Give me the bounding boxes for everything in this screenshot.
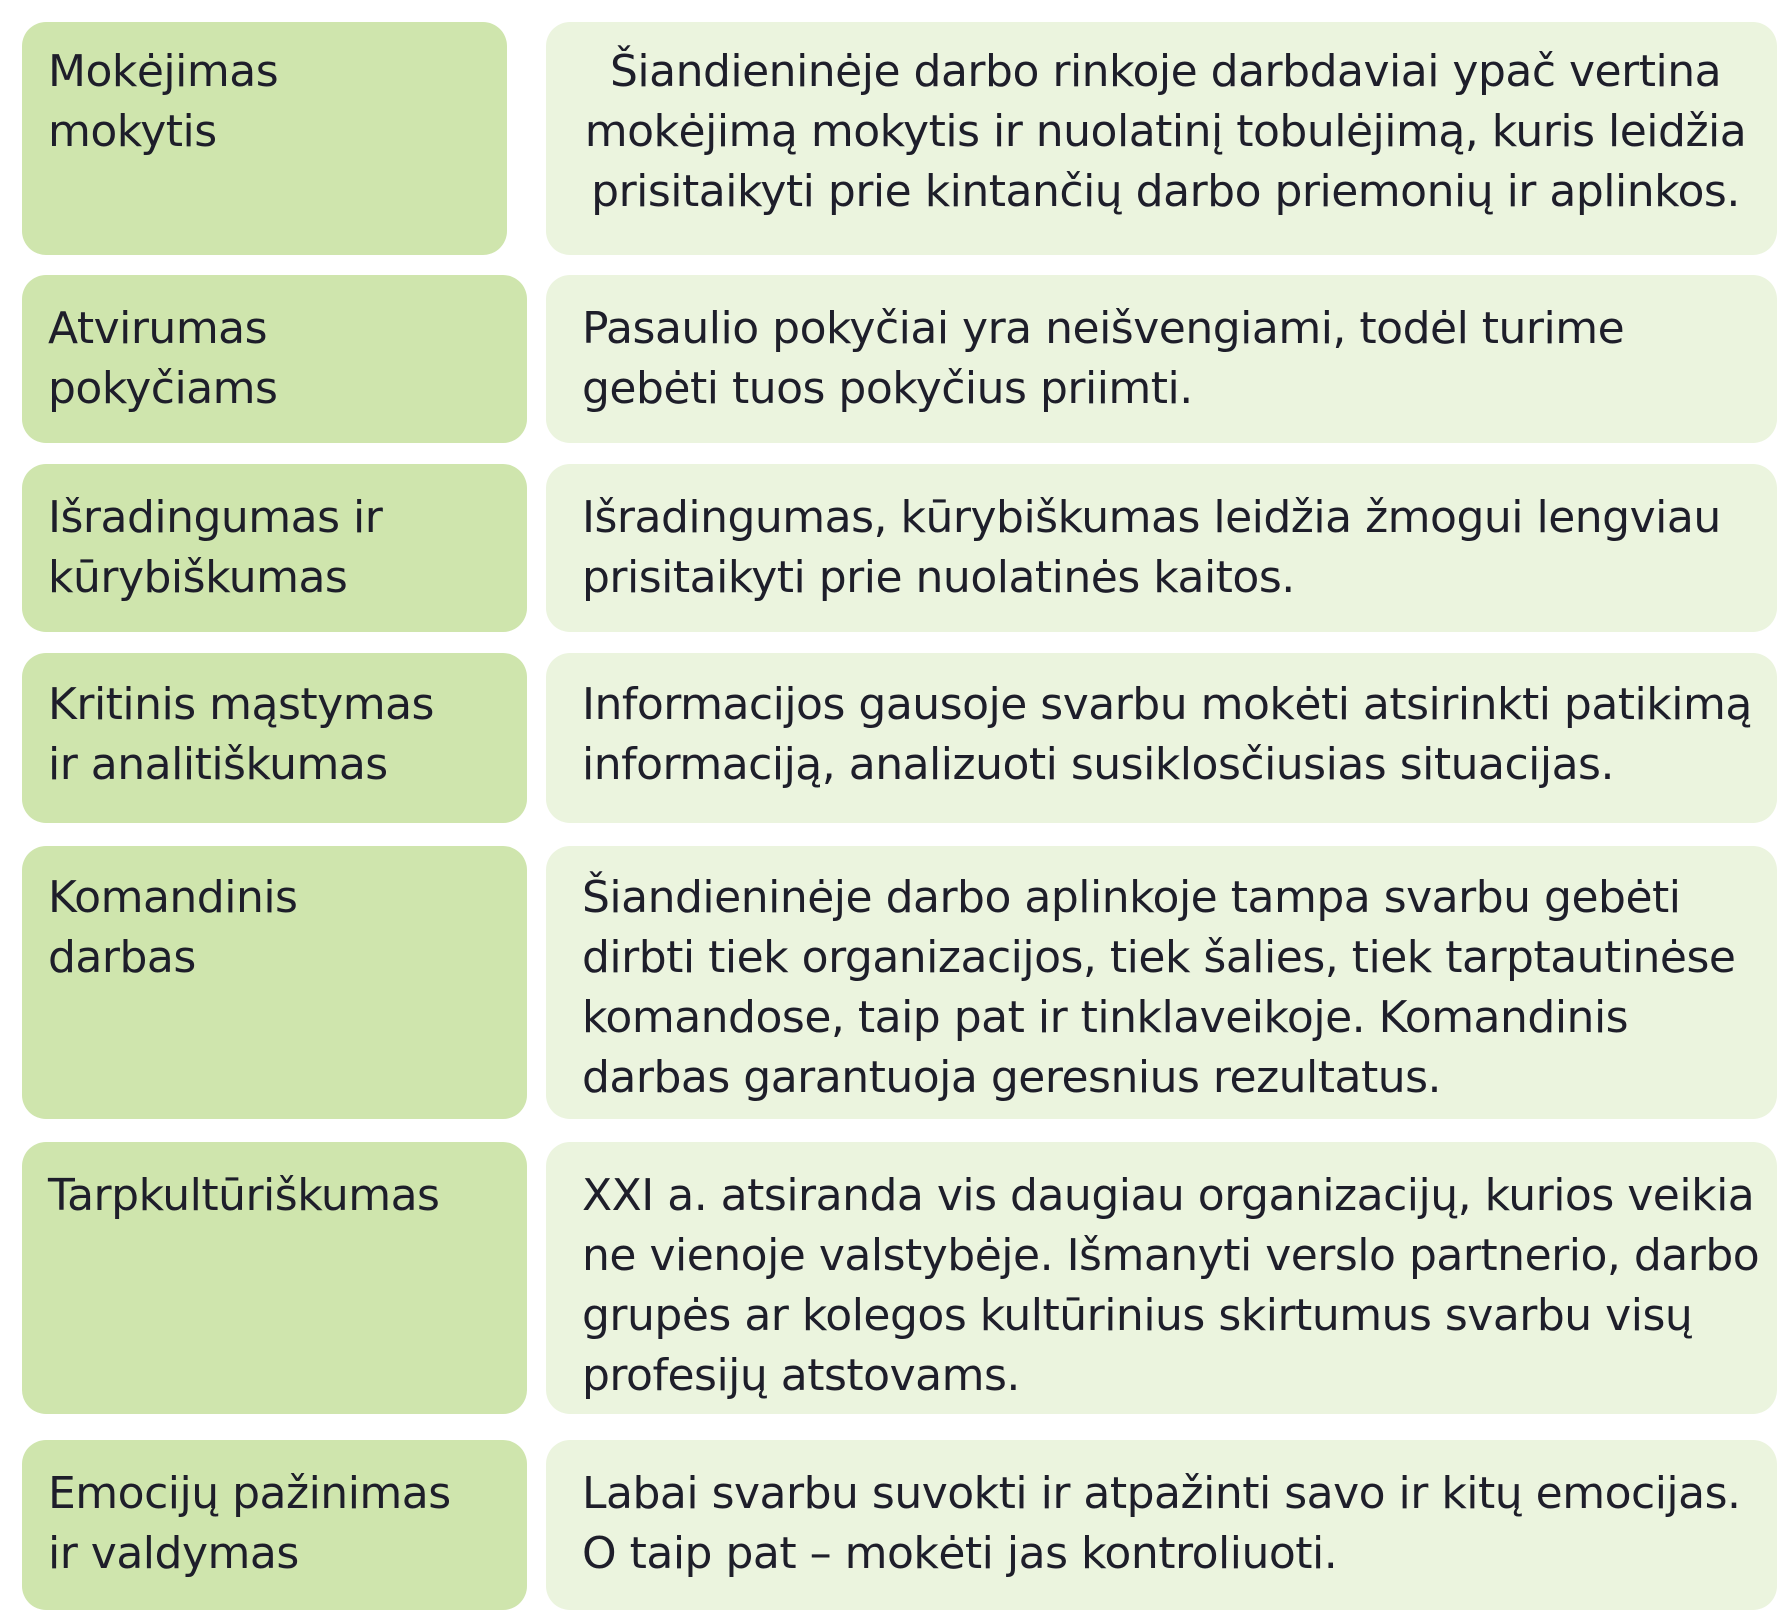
skill-row (22, 1142, 1777, 1414)
skill-label: Komandinis darbas (22, 846, 527, 1119)
skill-description: XXI a. atsiranda vis daugiau organizacijų, kurios veikia ne vienoje valstybėje. Išmanyti verslo partnerio, darbo grupės ar kolegos kultūrinius skirtumus svarbu visų profesijų atstovams. (546, 1142, 1777, 1414)
skill-label: Tarpkultūriškumas (22, 1142, 527, 1414)
skill-row (22, 653, 1777, 823)
skill-label: Kritinis mąstymas ir analitiškumas (22, 653, 527, 823)
skill-description: Išradingumas, kūrybiškumas leidžia žmogui lengviau prisitaikyti prie nuolatinės kaitos. (546, 464, 1777, 632)
skill-row (22, 22, 1777, 255)
skill-description: Informacijos gausoje svarbu mokėti atsirinkti patikimą informaciją, analizuoti susiklosčiusias situacijas. (546, 653, 1777, 823)
skill-description: Šiandieninėje darbo aplinkoje tampa svarbu gebėti dirbti tiek organizacijos, tiek šalies, tiek tarptautinėse komandose, taip pat ir tinklaveikoje. Komandinis darbas garantuoja geresnius rezultatus. (546, 846, 1777, 1119)
skill-label: Išradingumas ir kūrybiškumas (22, 464, 527, 632)
skill-row (22, 1440, 1777, 1610)
skill-row (22, 275, 1777, 443)
skill-label: Atvirumas pokyčiams (22, 275, 527, 443)
skill-description: Pasaulio pokyčiai yra neišvengiami, todėl turime gebėti tuos pokyčius priimti. (546, 275, 1777, 443)
skill-row (22, 846, 1777, 1119)
skill-label: Emocijų pažinimas ir valdymas (22, 1440, 527, 1610)
skill-row (22, 464, 1777, 632)
skill-description: Šiandieninėje darbo rinkoje darbdaviai ypač vertina mokėjimą mokytis ir nuolatinį tobulėjimą, kuris leidžia prisitaikyti prie kintančių darbo priemonių ir aplinkos. (546, 22, 1777, 255)
skill-description: Labai svarbu suvokti ir atpažinti savo ir kitų emocijas. O taip pat – mokėti jas kontroliuoti. (546, 1440, 1777, 1610)
skill-label: Mokėjimas mokytis (22, 22, 507, 255)
